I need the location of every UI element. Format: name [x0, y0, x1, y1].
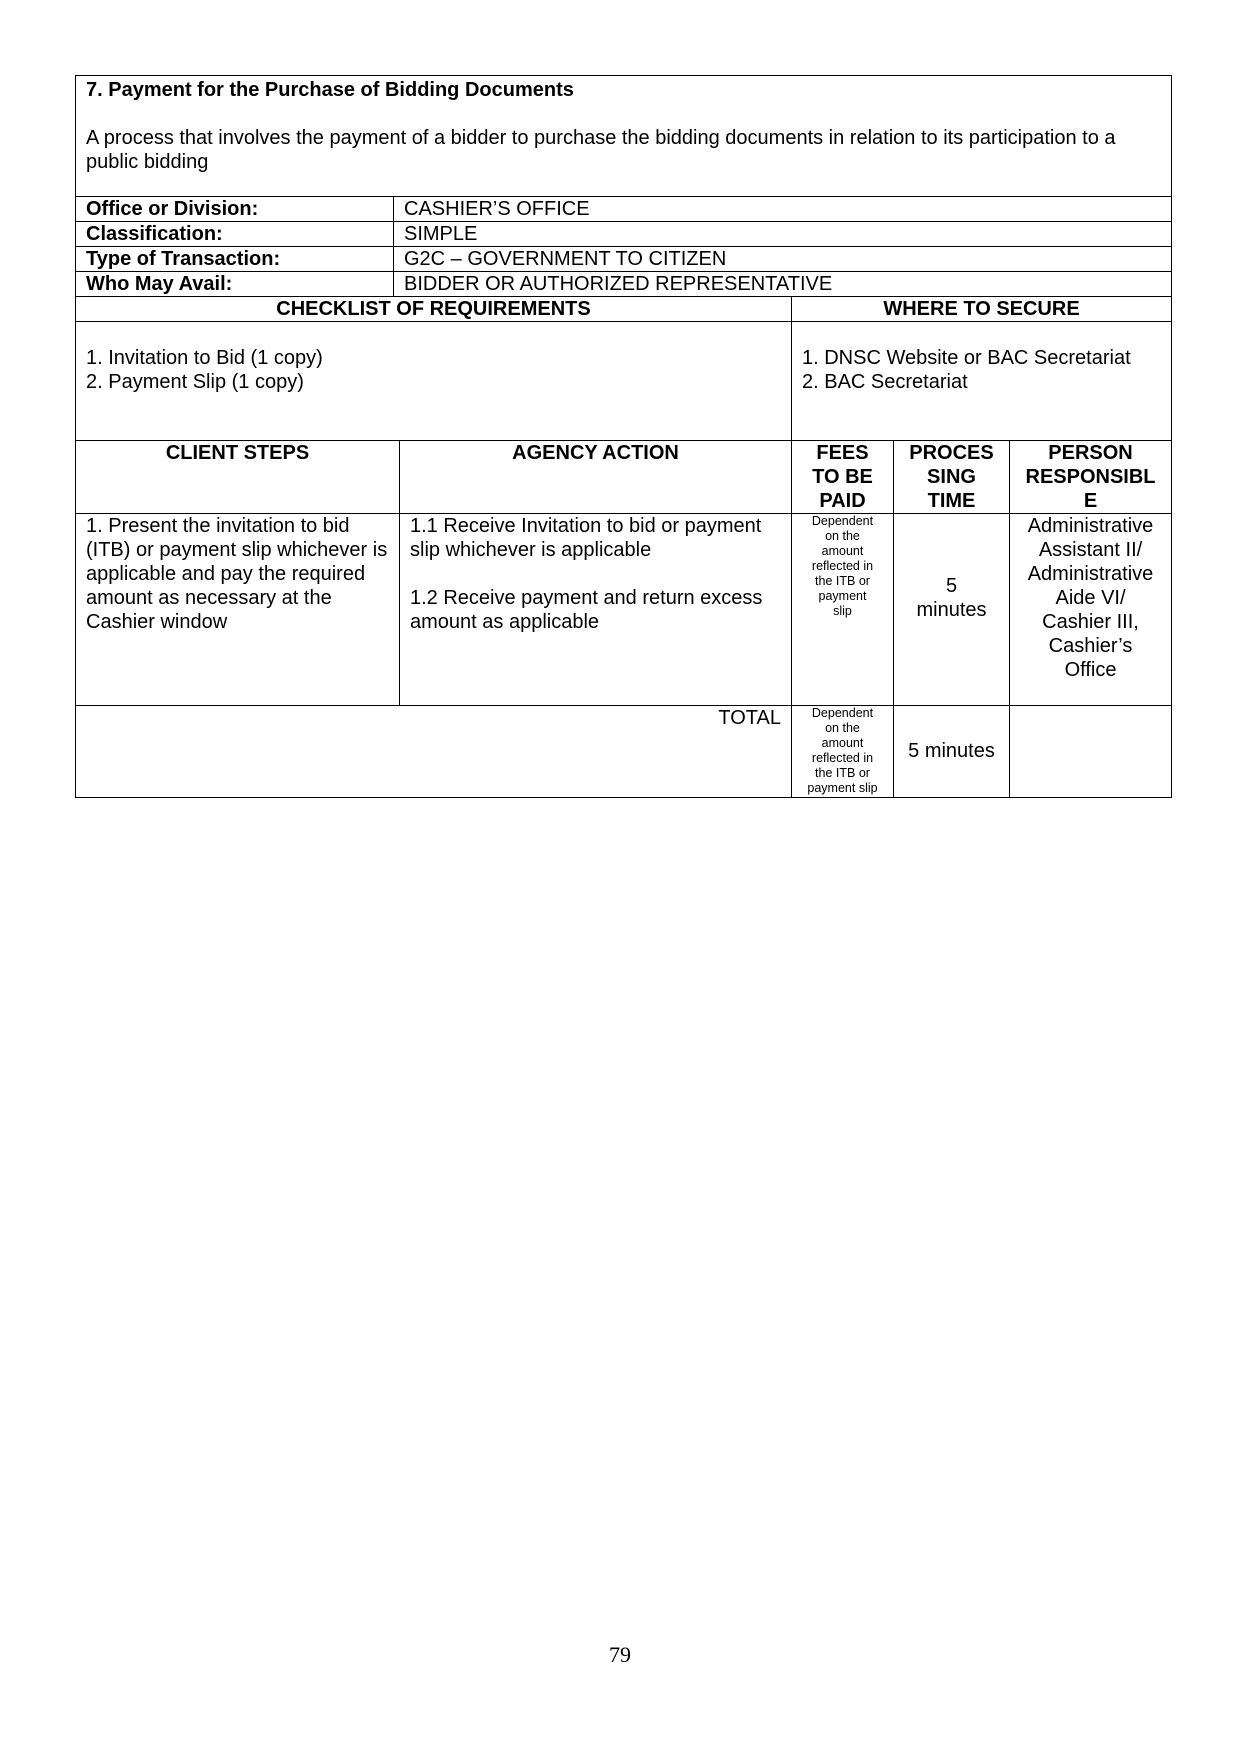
person-responsible-header: [1010, 441, 1172, 514]
page-number: 79: [609, 1642, 631, 1667]
fees-line: reflected in: [811, 559, 874, 573]
title-row: [76, 76, 1172, 197]
fees-header: [792, 441, 894, 514]
where-item: 2. BAC Secretariat: [802, 371, 968, 393]
person-line: Administrative: [1027, 563, 1154, 585]
time-line: 5: [945, 575, 958, 597]
client-step: 1. Present the invitation to bid (ITB) or payment slip whichever is applicable and pay the required amount as necessary at the Cashier window: [76, 514, 400, 706]
fees-header-line: FEES: [816, 442, 869, 464]
time-line: minutes: [916, 599, 987, 621]
total-fees-line: amount: [821, 736, 864, 750]
info-label: Classification:: [76, 222, 394, 247]
agency-action-header: AGENCY ACTION: [400, 441, 792, 514]
info-value: CASHIER’S OFFICE: [394, 197, 1172, 222]
checklist-row: [76, 322, 1172, 441]
step-row: [76, 514, 1172, 706]
person-line: Cashier III,: [1042, 611, 1139, 633]
total-fees-cell: [792, 706, 894, 798]
info-row-transaction: [76, 247, 1172, 272]
person-line: Administrative: [1027, 515, 1154, 537]
info-row-avail: [76, 272, 1172, 297]
total-fees-line: the ITB or: [815, 766, 870, 780]
info-label: Office or Division:: [76, 197, 394, 222]
agency-action-cell: [400, 514, 792, 706]
where-item: 1. DNSC Website or BAC Secretariat: [802, 347, 1131, 369]
fees-line: payment: [818, 589, 867, 603]
where-cell: [792, 322, 1172, 441]
total-label: TOTAL: [76, 706, 792, 798]
info-row-classification: [76, 222, 1172, 247]
person-header-line: RESPONSIBL: [1025, 466, 1156, 488]
section-title: 7. Payment for the Purchase of Bidding Documents: [86, 79, 574, 101]
checklist-header: CHECKLIST OF REQUIREMENTS: [76, 297, 792, 322]
total-fees-line: reflected in: [811, 751, 874, 765]
agency-action: 1.2 Receive payment and return excess amount as applicable: [410, 587, 763, 633]
person-responsible-cell: [1010, 514, 1172, 706]
info-label: Who May Avail:: [76, 272, 394, 297]
fees-header-line: TO BE: [812, 466, 873, 488]
client-steps-header: CLIENT STEPS: [76, 441, 400, 514]
fees-line: on the: [825, 529, 860, 543]
total-fees-line: on the: [825, 721, 860, 735]
time-header-line: PROCES: [909, 442, 994, 464]
total-fees-line: payment slip: [807, 781, 878, 795]
total-fees-line: Dependent: [811, 706, 874, 720]
checklist-header-row: [76, 297, 1172, 322]
person-header-line: PERSON: [1048, 442, 1133, 464]
total-row: [76, 706, 1172, 798]
info-row-office: [76, 197, 1172, 222]
fees-line: Dependent: [811, 514, 874, 528]
person-line: Aide VI/: [1055, 587, 1126, 609]
section-description: A process that involves the payment of a bidder to purchase the bidding documents in relation to its participation to a public bidding: [86, 127, 1116, 173]
info-label: Type of Transaction:: [76, 247, 394, 272]
info-value: SIMPLE: [394, 222, 1172, 247]
person-line: Assistant II/: [1038, 539, 1143, 561]
time-header-line: SING: [927, 466, 976, 488]
person-line: Office: [1064, 659, 1117, 681]
requirements-cell: [76, 322, 792, 441]
info-value: BIDDER OR AUTHORIZED REPRESENTATIVE: [394, 272, 1172, 297]
title-cell: [76, 76, 1172, 197]
person-line: Cashier’s: [1048, 635, 1133, 657]
fees-cell: [792, 514, 894, 706]
person-header-line: E: [1083, 490, 1098, 512]
time-header-line: TIME: [927, 490, 976, 512]
processing-time-header: [894, 441, 1010, 514]
service-table-frame: [75, 75, 1171, 798]
fees-header-line: PAID: [819, 490, 866, 512]
total-time: 5 minutes: [894, 706, 1010, 798]
total-person-cell: [1010, 706, 1172, 798]
where-to-secure-header: WHERE TO SECURE: [792, 297, 1172, 322]
requirement-item: 2. Payment Slip (1 copy): [86, 371, 304, 393]
fees-line: amount: [821, 544, 864, 558]
info-value: G2C – GOVERNMENT TO CITIZEN: [394, 247, 1172, 272]
fees-line: the ITB or: [815, 574, 870, 588]
steps-header-row: [76, 441, 1172, 514]
requirement-item: 1. Invitation to Bid (1 copy): [86, 347, 323, 369]
agency-action: 1.1 Receive Invitation to bid or payment slip whichever is applicable: [410, 515, 762, 561]
fees-line: slip: [833, 604, 852, 618]
processing-time-cell: [894, 514, 1010, 706]
citizen-charter-table: [75, 75, 1172, 798]
